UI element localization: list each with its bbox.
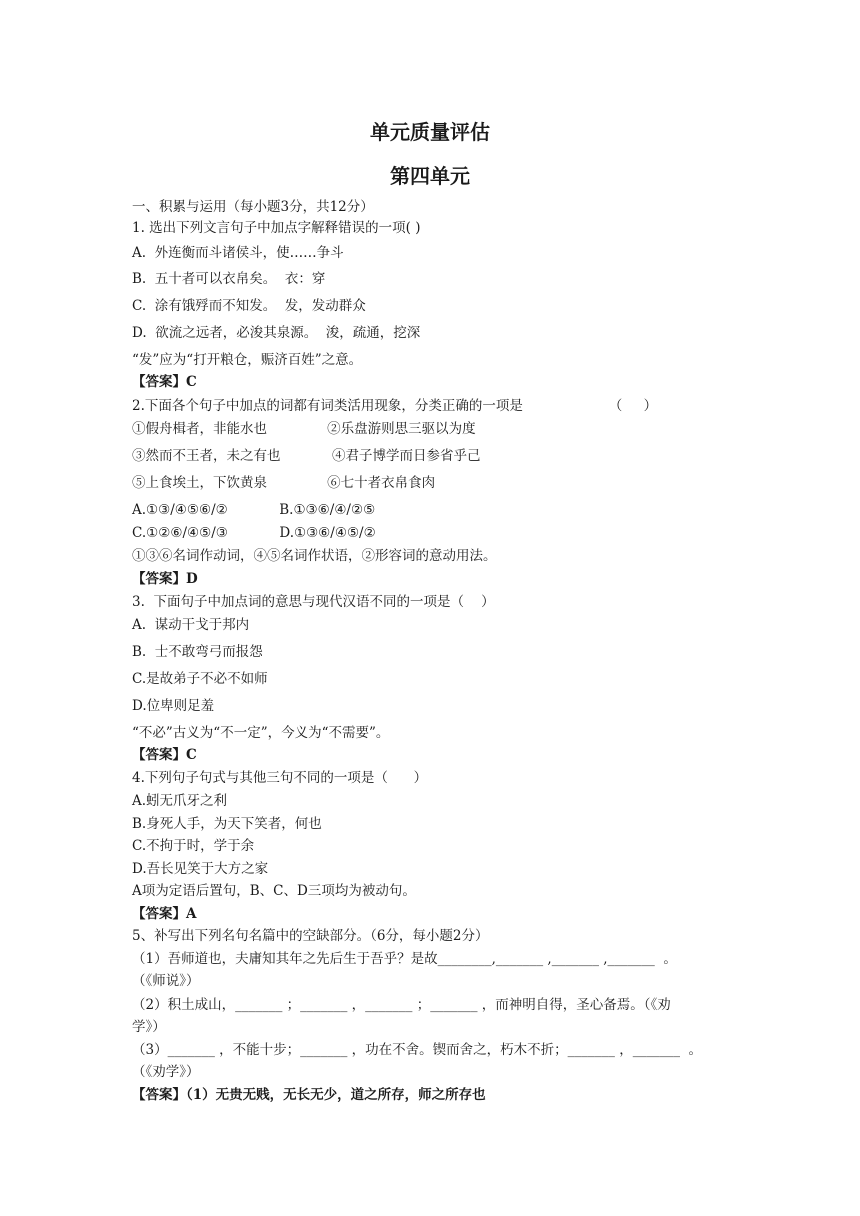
section-heading: 一、积累与运用（每小题3分，共12分） [132,199,374,215]
q3-option-d: D.位卑则足羞 [132,698,215,714]
q1-option-d: D. 欲流之远者，必浚其泉源。 浚，疏通，挖深 [132,325,421,341]
q5-part-1-source: （《师说》） [132,973,200,989]
q4-option-c: C.不拘于时，学于余 [132,838,255,854]
q4-option-b: B.身死人手，为天下笑者，何也 [132,816,322,832]
q2-sentences-3-4: ③然而不王者，未之有也 ④君子博学而日参省乎己 [132,448,481,464]
q1-option-a: A. 外连衡而斗诸侯斗，使……争斗 [132,245,344,261]
q5-part-1: （1）吾师道也，夫庸知其年之先后生于吾乎？是故________,_______ ,_______ ,_______ 。 [132,951,677,967]
q4-option-a: A.蚓无爪牙之利 [132,793,228,809]
q1-option-b: B. 五十者可以衣帛矣。 衣：穿 [132,271,326,287]
question-1: 1. 选出下列文言句子中加点字解释错误的一项( ) [132,220,421,236]
question-2: 2.下面各个句子中加点的词都有词类活用现象，分类正确的一项是 （ ） [132,398,658,414]
q1-option-c: C. 涂有饿殍而不知发。 发，发动群众 [132,298,366,314]
q2-answer: 【答案】D [132,571,198,587]
q2-explanation: ①③⑥名词作动词，④⑤名词作状语，②形容词的意动用法。 [132,548,497,564]
q5-part-3-source: （《劝学》） [132,1064,200,1080]
q1-answer: 【答案】C [132,374,197,390]
question-3: 3. 下面句子中加点词的意思与现代汉语不同的一项是（ ） [132,594,495,610]
q2-options-cd: C.①②⑥/④⑤/③ D.①③⑥/④⑤/② [132,525,376,541]
q5-part-2-source: 学》） [132,1019,166,1035]
q5-part-3: （3）_______ ，不能十步；_______ ，功在不舍。锲而舍之，朽木不折；_______ ，_______ 。 [132,1042,703,1058]
question-5: 5、补写出下列名句名篇中的空缺部分。（6分，每小题2分） [132,928,489,944]
doc-subtitle: 第四单元 [390,164,470,188]
q2-options-ab: A.①③/④⑤⑥/② B.①③⑥/④/②⑤ [132,502,376,518]
q3-option-a: A. 谋动干戈于邦内 [132,617,250,633]
q4-option-d: D.吾长见笑于大方之家 [132,861,269,877]
q5-answer: 【答案】（1）无贵无贱，无长无少，道之所存，师之所存也 [132,1087,486,1103]
q3-option-b: B. 士不敢弯弓而报怨 [132,644,263,660]
q3-answer: 【答案】C [132,747,197,763]
q2-sentences-1-2: ①假舟楫者，非能水也 ②乐盘游则思三驱以为度 [132,421,476,437]
q4-explanation: A项为定语后置句，B、C、D三项均为被动句。 [132,883,416,899]
question-4: 4.下列句子句式与其他三句不同的一项是（ ） [132,770,428,786]
q5-part-2: （2）积土成山，_______ ；_______ ，_______ ；_______ ，而神明自得，圣心备焉。（《劝 [132,997,671,1013]
doc-title: 单元质量评估 [370,120,490,144]
q1-explanation: “发”应为“打开粮仓，赈济百姓”之意。 [132,352,363,368]
q3-explanation: “不必”古义为“不一定”，今义为“不需要”。 [132,725,390,741]
q3-option-c: C.是故弟子不必不如师 [132,671,268,687]
q2-sentences-5-6: ⑤上食埃土，下饮黄泉 ⑥七十者衣帛食肉 [132,475,436,491]
q4-answer: 【答案】A [132,906,197,922]
